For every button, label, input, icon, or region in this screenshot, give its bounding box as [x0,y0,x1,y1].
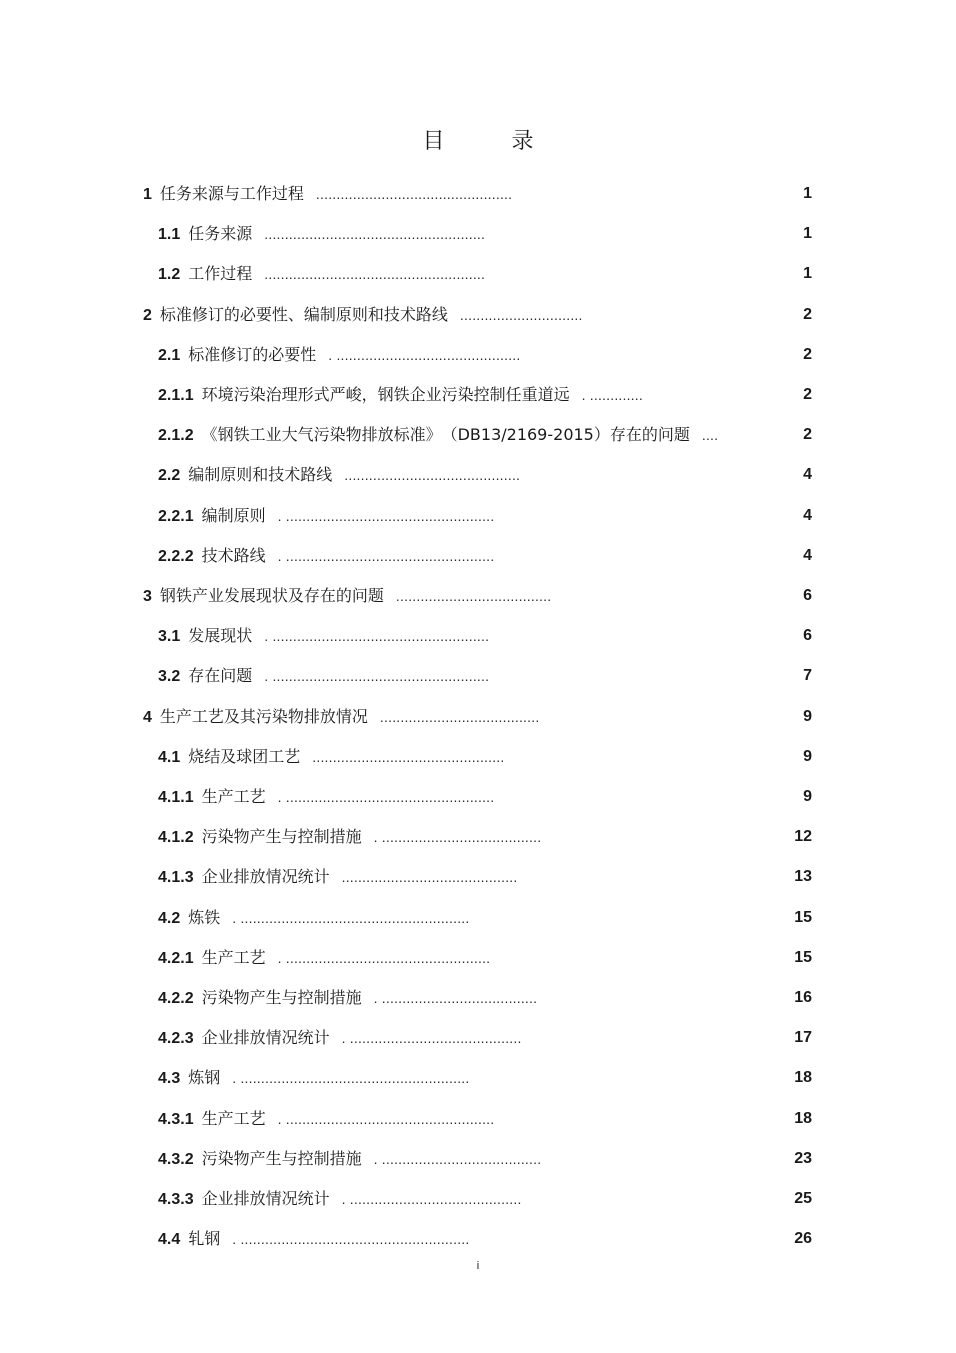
toc-entry[interactable] [158,865,517,889]
toc-entry[interactable] [158,1147,541,1171]
toc-entry-number: 3.2 [158,668,181,685]
toc-dot-leader: . ................................................... [277,1111,495,1127]
toc-entry-title: 轧钢 [188,1229,221,1248]
toc-entry-title: 企业排放情况统计 [201,1028,330,1047]
toc-entry-page-number: 6 [803,627,812,644]
toc-entry-title: 任务来源与工作过程 [159,184,304,203]
toc-entry-number: 4 [143,709,152,726]
toc-entry-page-number: 26 [794,1230,812,1247]
toc-entry[interactable] [143,584,551,608]
toc-dot-leader: ........................................... [341,869,518,885]
toc-entry-page-number: 2 [803,426,812,443]
toc-entry-title: 污染物产生与控制措施 [201,1149,362,1168]
toc-entry[interactable] [158,423,718,447]
toc-entry-number: 4.1.3 [158,869,194,886]
toc-dot-leader: . ..................................................... [264,668,490,684]
toc-dot-leader: ...................................... [395,588,552,604]
toc-entry-number: 4.1.1 [158,789,194,806]
toc-title: 目 录 [422,129,564,154]
toc-entry[interactable] [158,745,504,769]
toc-dot-leader: . .......................................... [341,1191,522,1207]
toc-entry[interactable] [158,343,520,367]
toc-entry[interactable] [158,1107,494,1131]
toc-entry[interactable] [158,1066,469,1090]
toc-entry-number: 4.1.2 [158,829,194,846]
toc-entry-title: 《钢铁工业大气污染物排放标准》 （DB13/2169-2015）存在的问题 [201,425,690,444]
toc-dot-leader: . ....................................... [373,829,542,845]
toc-entry[interactable] [158,504,494,528]
toc-entry-number: 2.2.1 [158,508,194,525]
toc-entry-page-number: 1 [803,225,812,242]
toc-entry-number: 4.3 [158,1070,181,1087]
toc-entry[interactable] [158,624,489,648]
toc-entry-title: 存在问题 [188,666,253,685]
toc-entry-page-number: 9 [803,788,812,805]
toc-entry-number: 4.2.2 [158,990,194,1007]
toc-entry-page-number: 25 [794,1190,812,1207]
toc-entry-number: 4.1 [158,749,181,766]
toc-dot-leader: ...................................................... [264,226,486,242]
toc-dot-leader: . ..................................................... [264,628,490,644]
toc-entry-title: 炼铁 [188,908,221,927]
toc-dot-leader: . ........................................................ [232,910,470,926]
toc-dot-leader: . .................................................. [277,950,491,966]
toc-entry-page-number: 13 [794,868,812,885]
toc-entry-title: 生产工艺及其污染物排放情况 [159,707,368,726]
toc-entry-title: 企业排放情况统计 [201,1189,330,1208]
toc-dot-leader: .............................. [459,307,583,323]
toc-entry-title: 标准修订的必要性 [188,345,317,364]
toc-entry-title: 编制原则和技术路线 [188,465,333,484]
toc-entry-page-number: 2 [803,346,812,363]
toc-entry-page-number: 9 [803,748,812,765]
toc-entry-page-number: 4 [803,547,812,564]
toc-entry-title: 编制原则 [201,506,266,525]
toc-entry-title: 工作过程 [188,264,253,283]
toc-dot-leader: . ................................................... [277,548,495,564]
toc-entry-number: 2.1 [158,347,181,364]
toc-entry-title: 技术路线 [201,546,266,565]
toc-entry-number: 4.2 [158,910,181,927]
toc-entry-number: 3 [143,588,152,605]
toc-entry[interactable] [158,544,494,568]
toc-entry-title: 污染物产生与控制措施 [201,988,362,1007]
toc-dot-leader: . ................................................... [277,789,495,805]
toc-entry-page-number: 18 [794,1069,812,1086]
toc-entry-page-number: 2 [803,386,812,403]
toc-entry[interactable] [158,383,643,407]
toc-entry-number: 2.2.2 [158,548,194,565]
toc-dot-leader: . ................................................... [277,508,495,524]
toc-entry[interactable] [158,785,494,809]
toc-entry-title: 生产工艺 [201,787,266,806]
toc-entry-title: 钢铁产业发展现状及存在的问题 [159,586,384,605]
toc-entry-page-number: 4 [803,507,812,524]
toc-entry-page-number: 7 [803,667,812,684]
toc-entry[interactable] [143,303,583,327]
toc-entry-title: 标准修订的必要性、编制原则和技术路线 [159,305,448,324]
toc-entry-number: 4.3.2 [158,1151,194,1168]
toc-dot-leader: . ............. [581,387,643,403]
toc-entry-page-number: 23 [794,1150,812,1167]
toc-entry-page-number: 6 [803,587,812,604]
toc-entry-title: 生产工艺 [201,1109,266,1128]
toc-entry-number: 4.3.1 [158,1111,194,1128]
toc-dot-leader: ........................................... [344,467,521,483]
toc-dot-leader: ................................................ [315,186,513,202]
toc-entry-page-number: 9 [803,708,812,725]
toc-entry[interactable] [158,986,537,1010]
toc-entry-page-number: 15 [794,949,812,966]
page-number-footer: i [476,1260,480,1272]
toc-entry[interactable] [158,1187,522,1211]
toc-entry-title: 企业排放情况统计 [201,867,330,886]
toc-entry[interactable] [143,182,512,206]
toc-dot-leader: . ........................................................ [232,1231,470,1247]
toc-dot-leader: ...................................................... [264,266,486,282]
toc-entry-number: 4.3.3 [158,1191,194,1208]
toc-dot-leader: . ...................................... [373,990,538,1006]
toc-entry-title: 炼钢 [188,1068,221,1087]
toc-entry[interactable] [158,222,485,246]
toc-entry-number: 4.4 [158,1231,181,1248]
toc-entry-title: 污染物产生与控制措施 [201,827,362,846]
toc-entry-number: 4.2.1 [158,950,194,967]
toc-entry-number: 2 [143,307,152,324]
toc-entry-title: 生产工艺 [201,948,266,967]
toc-entry-number: 2.1.2 [158,427,194,444]
toc-entry[interactable] [158,664,489,688]
toc-dot-leader: . ........................................................ [232,1070,470,1086]
toc-entry-number: 1 [143,186,152,203]
toc-entry-page-number: 2 [803,306,812,323]
toc-entry-number: 2.2 [158,467,181,484]
toc-dot-leader: . ............................................. [328,347,521,363]
toc-entry[interactable] [143,705,539,729]
toc-entry-page-number: 18 [794,1110,812,1127]
toc-entry-page-number: 17 [794,1029,812,1046]
toc-dot-leader: ............................................... [312,749,505,765]
toc-entry[interactable] [158,825,541,849]
toc-entry-number: 2.1.1 [158,387,194,404]
toc-dot-leader: . ....................................... [373,1151,542,1167]
toc-entry[interactable] [158,906,469,930]
toc-entry-title: 环境污染治理形式严峻，钢铁企业污染控制任重道远 [201,385,570,404]
toc-entry[interactable] [158,463,520,487]
toc-entry-number: 1.2 [158,266,181,283]
toc-entry[interactable] [158,946,490,970]
toc-entry-page-number: 4 [803,466,812,483]
toc-entry-number: 1.1 [158,226,181,243]
toc-entry[interactable] [158,1026,522,1050]
toc-entry-title: 发展现状 [188,626,253,645]
toc-entry-page-number: 16 [794,989,812,1006]
toc-dot-leader: . .......................................... [341,1030,522,1046]
toc-entry-page-number: 1 [803,185,812,202]
toc-entry-number: 4.2.3 [158,1030,194,1047]
toc-entry-page-number: 15 [794,909,812,926]
toc-dot-leader: ....................................... [379,709,540,725]
toc-dot-leader: .... [701,427,719,443]
toc-entry[interactable] [158,262,485,286]
toc-entry-title: 任务来源 [188,224,253,243]
toc-entry-page-number: 1 [803,265,812,282]
toc-entry[interactable] [158,1227,469,1251]
toc-entry-number: 3.1 [158,628,181,645]
toc-entry-page-number: 12 [794,828,812,845]
toc-entry-title: 烧结及球团工艺 [188,747,301,766]
